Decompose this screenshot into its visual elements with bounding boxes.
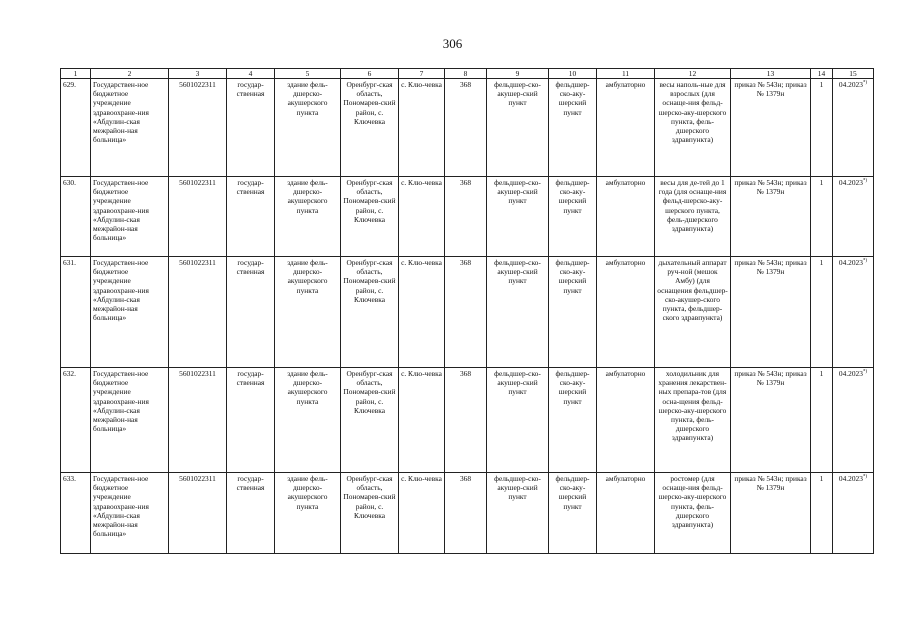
unit2-cell: фельдшер-ско-аку-шерский пункт bbox=[549, 257, 597, 368]
locality-cell: с. Клю-чевка bbox=[399, 368, 445, 473]
equipment-cell: весы для де-тей до 1 года (для оснаще-ния фельд-шерско-аку-шерского пункта, фель-дшерского здравпункта) bbox=[655, 177, 731, 257]
table-row bbox=[61, 473, 874, 554]
building-cell: здание фель-дшерско-акушерского пункта bbox=[275, 257, 341, 368]
unit-cell: фельдшер-ско-акушер-ский пункт bbox=[487, 177, 549, 257]
institution-cell: Государствен-ное бюджетное учреждение здравоохране-ния «Абдулин-ская межрайон-ная больница» bbox=[91, 473, 169, 554]
equipment-cell: дыхательный аппарат руч-ной (мешок Амбу) (для оснащения фельдшер-ско-акушер-ского пункта, фельдшер-ского здравпункта) bbox=[655, 257, 731, 368]
order-cell: приказ № 543н; приказ № 1379н bbox=[731, 79, 811, 177]
locality-cell: с. Клю-чевка bbox=[399, 177, 445, 257]
building-cell: здание фель-дшерско-акушерского пункта bbox=[275, 473, 341, 554]
table-row bbox=[61, 79, 874, 177]
locality-cell: с. Клю-чевка bbox=[399, 79, 445, 177]
date-cell bbox=[833, 79, 874, 177]
date-cell bbox=[833, 368, 874, 473]
date-cell bbox=[833, 177, 874, 257]
date-cell bbox=[833, 257, 874, 368]
column-header: 9 bbox=[487, 69, 549, 79]
locality-cell: с. Клю-чевка bbox=[399, 257, 445, 368]
quantity-cell: 1 bbox=[811, 473, 833, 554]
code-cell: 5601022311 bbox=[169, 368, 227, 473]
number-cell: 368 bbox=[445, 473, 487, 554]
equipment-cell: ростомер (для оснаще-ния фельд-шерско-аку-шерского пункта, фель-дшерского здравпункта) bbox=[655, 473, 731, 554]
number-cell: 368 bbox=[445, 177, 487, 257]
column-header: 15 bbox=[833, 69, 874, 79]
care-type-cell: амбулаторно bbox=[597, 368, 655, 473]
footnote-mark: *) bbox=[862, 369, 868, 375]
date-cell bbox=[833, 473, 874, 554]
unit-cell: фельдшер-ско-акушер-ский пункт bbox=[487, 257, 549, 368]
unit-cell: фельдшер-ско-акушер-ский пункт bbox=[487, 79, 549, 177]
column-header: 2 bbox=[91, 69, 169, 79]
order-cell: приказ № 543н; приказ № 1379н bbox=[731, 368, 811, 473]
equipment-cell: весы наполь-ные для взрослых (для оснаще-ния фельд-шерско-аку-шерского пункта, фель-дшерского здравпункта) bbox=[655, 79, 731, 177]
address-cell: Оренбург-ская область, Пономарев-ский район, с. Ключевка bbox=[341, 177, 399, 257]
equipment-cell: холодильник для хранения лекарствен-ных препара-тов (для осна-щения фельд-шерско-аку-шерского пункта, фель-дшерского здравпункта) bbox=[655, 368, 731, 473]
ownership-cell: государ-ственная bbox=[227, 79, 275, 177]
footnote-mark: *) bbox=[862, 258, 868, 264]
ownership-cell: государ-ственная bbox=[227, 257, 275, 368]
locality-cell: с. Клю-чевка bbox=[399, 473, 445, 554]
address-cell: Оренбург-ская область, Пономарев-ский район, с. Ключевка bbox=[341, 257, 399, 368]
number-cell: 368 bbox=[445, 368, 487, 473]
institution-cell: Государствен-ное бюджетное учреждение здравоохране-ния «Абдулин-ская межрайон-ная больница» bbox=[91, 257, 169, 368]
table-row bbox=[61, 368, 874, 473]
date-value: 04.2023 bbox=[838, 178, 863, 187]
date-value: 04.2023 bbox=[838, 80, 863, 89]
code-cell: 5601022311 bbox=[169, 257, 227, 368]
row-number: 629. bbox=[61, 79, 91, 177]
unit2-cell: фельдшер-ско-аку-шерский пункт bbox=[549, 473, 597, 554]
footnote-mark: *) bbox=[862, 178, 868, 184]
quantity-cell: 1 bbox=[811, 79, 833, 177]
column-header: 10 bbox=[549, 69, 597, 79]
ownership-cell: государ-ственная bbox=[227, 473, 275, 554]
care-type-cell: амбулаторно bbox=[597, 177, 655, 257]
institution-cell: Государствен-ное бюджетное учреждение здравоохране-ния «Абдулин-ская межрайон-ная больница» bbox=[91, 79, 169, 177]
building-cell: здание фель-дшерско-акушерского пункта bbox=[275, 177, 341, 257]
column-header: 1 bbox=[61, 69, 91, 79]
column-header: 8 bbox=[445, 69, 487, 79]
row-number: 632. bbox=[61, 368, 91, 473]
unit2-cell: фельдшер-ско-аку-шерский пункт bbox=[549, 368, 597, 473]
order-cell: приказ № 543н; приказ № 1379н bbox=[731, 473, 811, 554]
number-cell: 368 bbox=[445, 79, 487, 177]
care-type-cell: амбулаторно bbox=[597, 79, 655, 177]
quantity-cell: 1 bbox=[811, 257, 833, 368]
order-cell: приказ № 543н; приказ № 1379н bbox=[731, 177, 811, 257]
ownership-cell: государ-ственная bbox=[227, 177, 275, 257]
footnote-mark: *) bbox=[862, 474, 868, 480]
table-row bbox=[61, 257, 874, 368]
column-header: 12 bbox=[655, 69, 731, 79]
column-header: 14 bbox=[811, 69, 833, 79]
column-number-row bbox=[61, 69, 874, 79]
building-cell: здание фель-дшерско-акушерского пункта bbox=[275, 79, 341, 177]
column-header: 13 bbox=[731, 69, 811, 79]
address-cell: Оренбург-ская область, Пономарев-ский район, с. Ключевка bbox=[341, 368, 399, 473]
code-cell: 5601022311 bbox=[169, 79, 227, 177]
row-number: 630. bbox=[61, 177, 91, 257]
date-value: 04.2023 bbox=[838, 474, 863, 483]
number-cell: 368 bbox=[445, 257, 487, 368]
quantity-cell: 1 bbox=[811, 177, 833, 257]
code-cell: 5601022311 bbox=[169, 177, 227, 257]
care-type-cell: амбулаторно bbox=[597, 257, 655, 368]
footnote-mark: *) bbox=[862, 80, 868, 86]
row-number: 633. bbox=[61, 473, 91, 554]
code-cell: 5601022311 bbox=[169, 473, 227, 554]
care-type-cell: амбулаторно bbox=[597, 473, 655, 554]
date-value: 04.2023 bbox=[838, 369, 863, 378]
column-header: 6 bbox=[341, 69, 399, 79]
column-header: 7 bbox=[399, 69, 445, 79]
institution-cell: Государствен-ное бюджетное учреждение здравоохране-ния «Абдулин-ская межрайон-ная больница» bbox=[91, 177, 169, 257]
date-value: 04.2023 bbox=[838, 258, 863, 267]
column-header: 4 bbox=[227, 69, 275, 79]
column-header: 11 bbox=[597, 69, 655, 79]
row-number: 631. bbox=[61, 257, 91, 368]
unit2-cell: фельдшер-ско-аку-шерский пункт bbox=[549, 79, 597, 177]
column-header: 3 bbox=[169, 69, 227, 79]
building-cell: здание фель-дшерско-акушерского пункта bbox=[275, 368, 341, 473]
page-number: 306 bbox=[442, 36, 463, 51]
table-row bbox=[61, 177, 874, 257]
column-header: 5 bbox=[275, 69, 341, 79]
institution-cell: Государствен-ное бюджетное учреждение здравоохране-ния «Абдулин-ская межрайон-ная больница» bbox=[91, 368, 169, 473]
unit2-cell: фельдшер-ско-аку-шерский пункт bbox=[549, 177, 597, 257]
quantity-cell: 1 bbox=[811, 368, 833, 473]
address-cell: Оренбург-ская область, Пономарев-ский район, с. Ключевка bbox=[341, 473, 399, 554]
unit-cell: фельдшер-ско-акушер-ский пункт bbox=[487, 473, 549, 554]
ownership-cell: государ-ственная bbox=[227, 368, 275, 473]
registry-table bbox=[60, 68, 874, 554]
address-cell: Оренбург-ская область, Пономарев-ский район, с. Ключевка bbox=[341, 79, 399, 177]
unit-cell: фельдшер-ско-акушер-ский пункт bbox=[487, 368, 549, 473]
order-cell: приказ № 543н; приказ № 1379н bbox=[731, 257, 811, 368]
